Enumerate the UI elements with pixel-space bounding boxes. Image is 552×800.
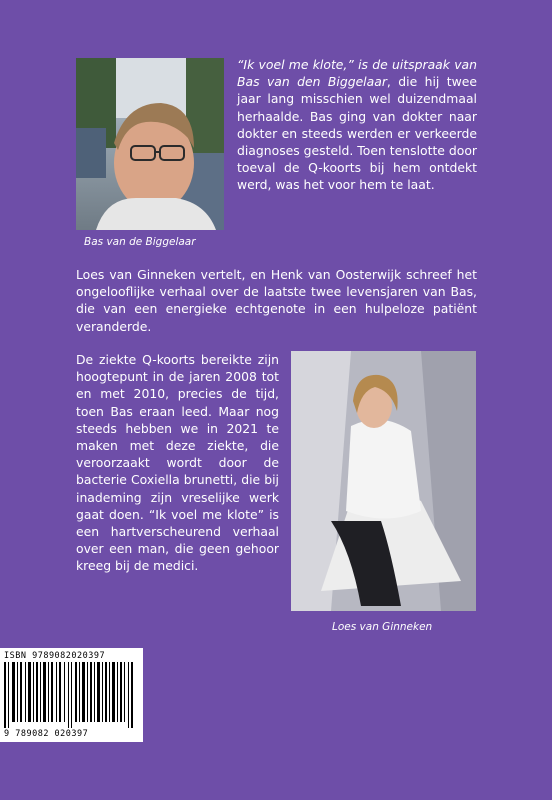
photo1-caption: Bas van de Biggelaar: [84, 236, 196, 248]
photo2-caption: Loes van Ginneken: [332, 621, 433, 633]
intro-paragraph: [237, 56, 477, 194]
author-paragraph: Loes van Ginneken vertelt, en Henk van Oosterwijk schreef het ongelooflijke verhaal over de laatste twee levensjaren van Bas, die van een energieke echtgenote in een hulpeloze patiënt veranderde.: [76, 267, 477, 334]
barcode-bars-icon: [4, 662, 139, 728]
portrait-man-image: [76, 58, 224, 230]
intro-rest: , die hij twee jaar lang misschien wel duizendmaal herhaalde. Bas ging van dokter naar dokter en steeds werden er verkeerde diagnoses gesteld. Toen tenslotte door toeval de Q-koorts bij hem ontdekt werd, was het voor hem te laat.: [237, 74, 477, 193]
photo-bas-van-de-biggelaar: [76, 58, 224, 230]
isbn-label: ISBN 9789082020397: [4, 651, 106, 661]
photo-loes-van-ginneken: [291, 351, 476, 611]
portrait-woman-image: [291, 351, 476, 611]
isbn-barcode: [0, 648, 143, 742]
intro-quote: “Ik voel me klote,” is de uitspraak van Bas van den Biggelaar: [237, 57, 477, 90]
isbn-digits: 9 789082 020397: [4, 729, 89, 739]
disease-paragraph: De ziekte Q-koorts bereikte zijn hoogtepunt in de jaren 2008 tot en met 2010, precies de tijd, toen Bas eraan leed. Maar nog steeds hebben we in 2021 te maken met deze ziekte, die veroorzaakt wordt door de bacterie Coxiella brunetti, die bij inademing zijn vreselijke werk gaat doen. “Ik voel me klote” is een hartverscheurend verhaal over een man, die geen gehoor kreeg bij de medici.: [76, 352, 279, 574]
